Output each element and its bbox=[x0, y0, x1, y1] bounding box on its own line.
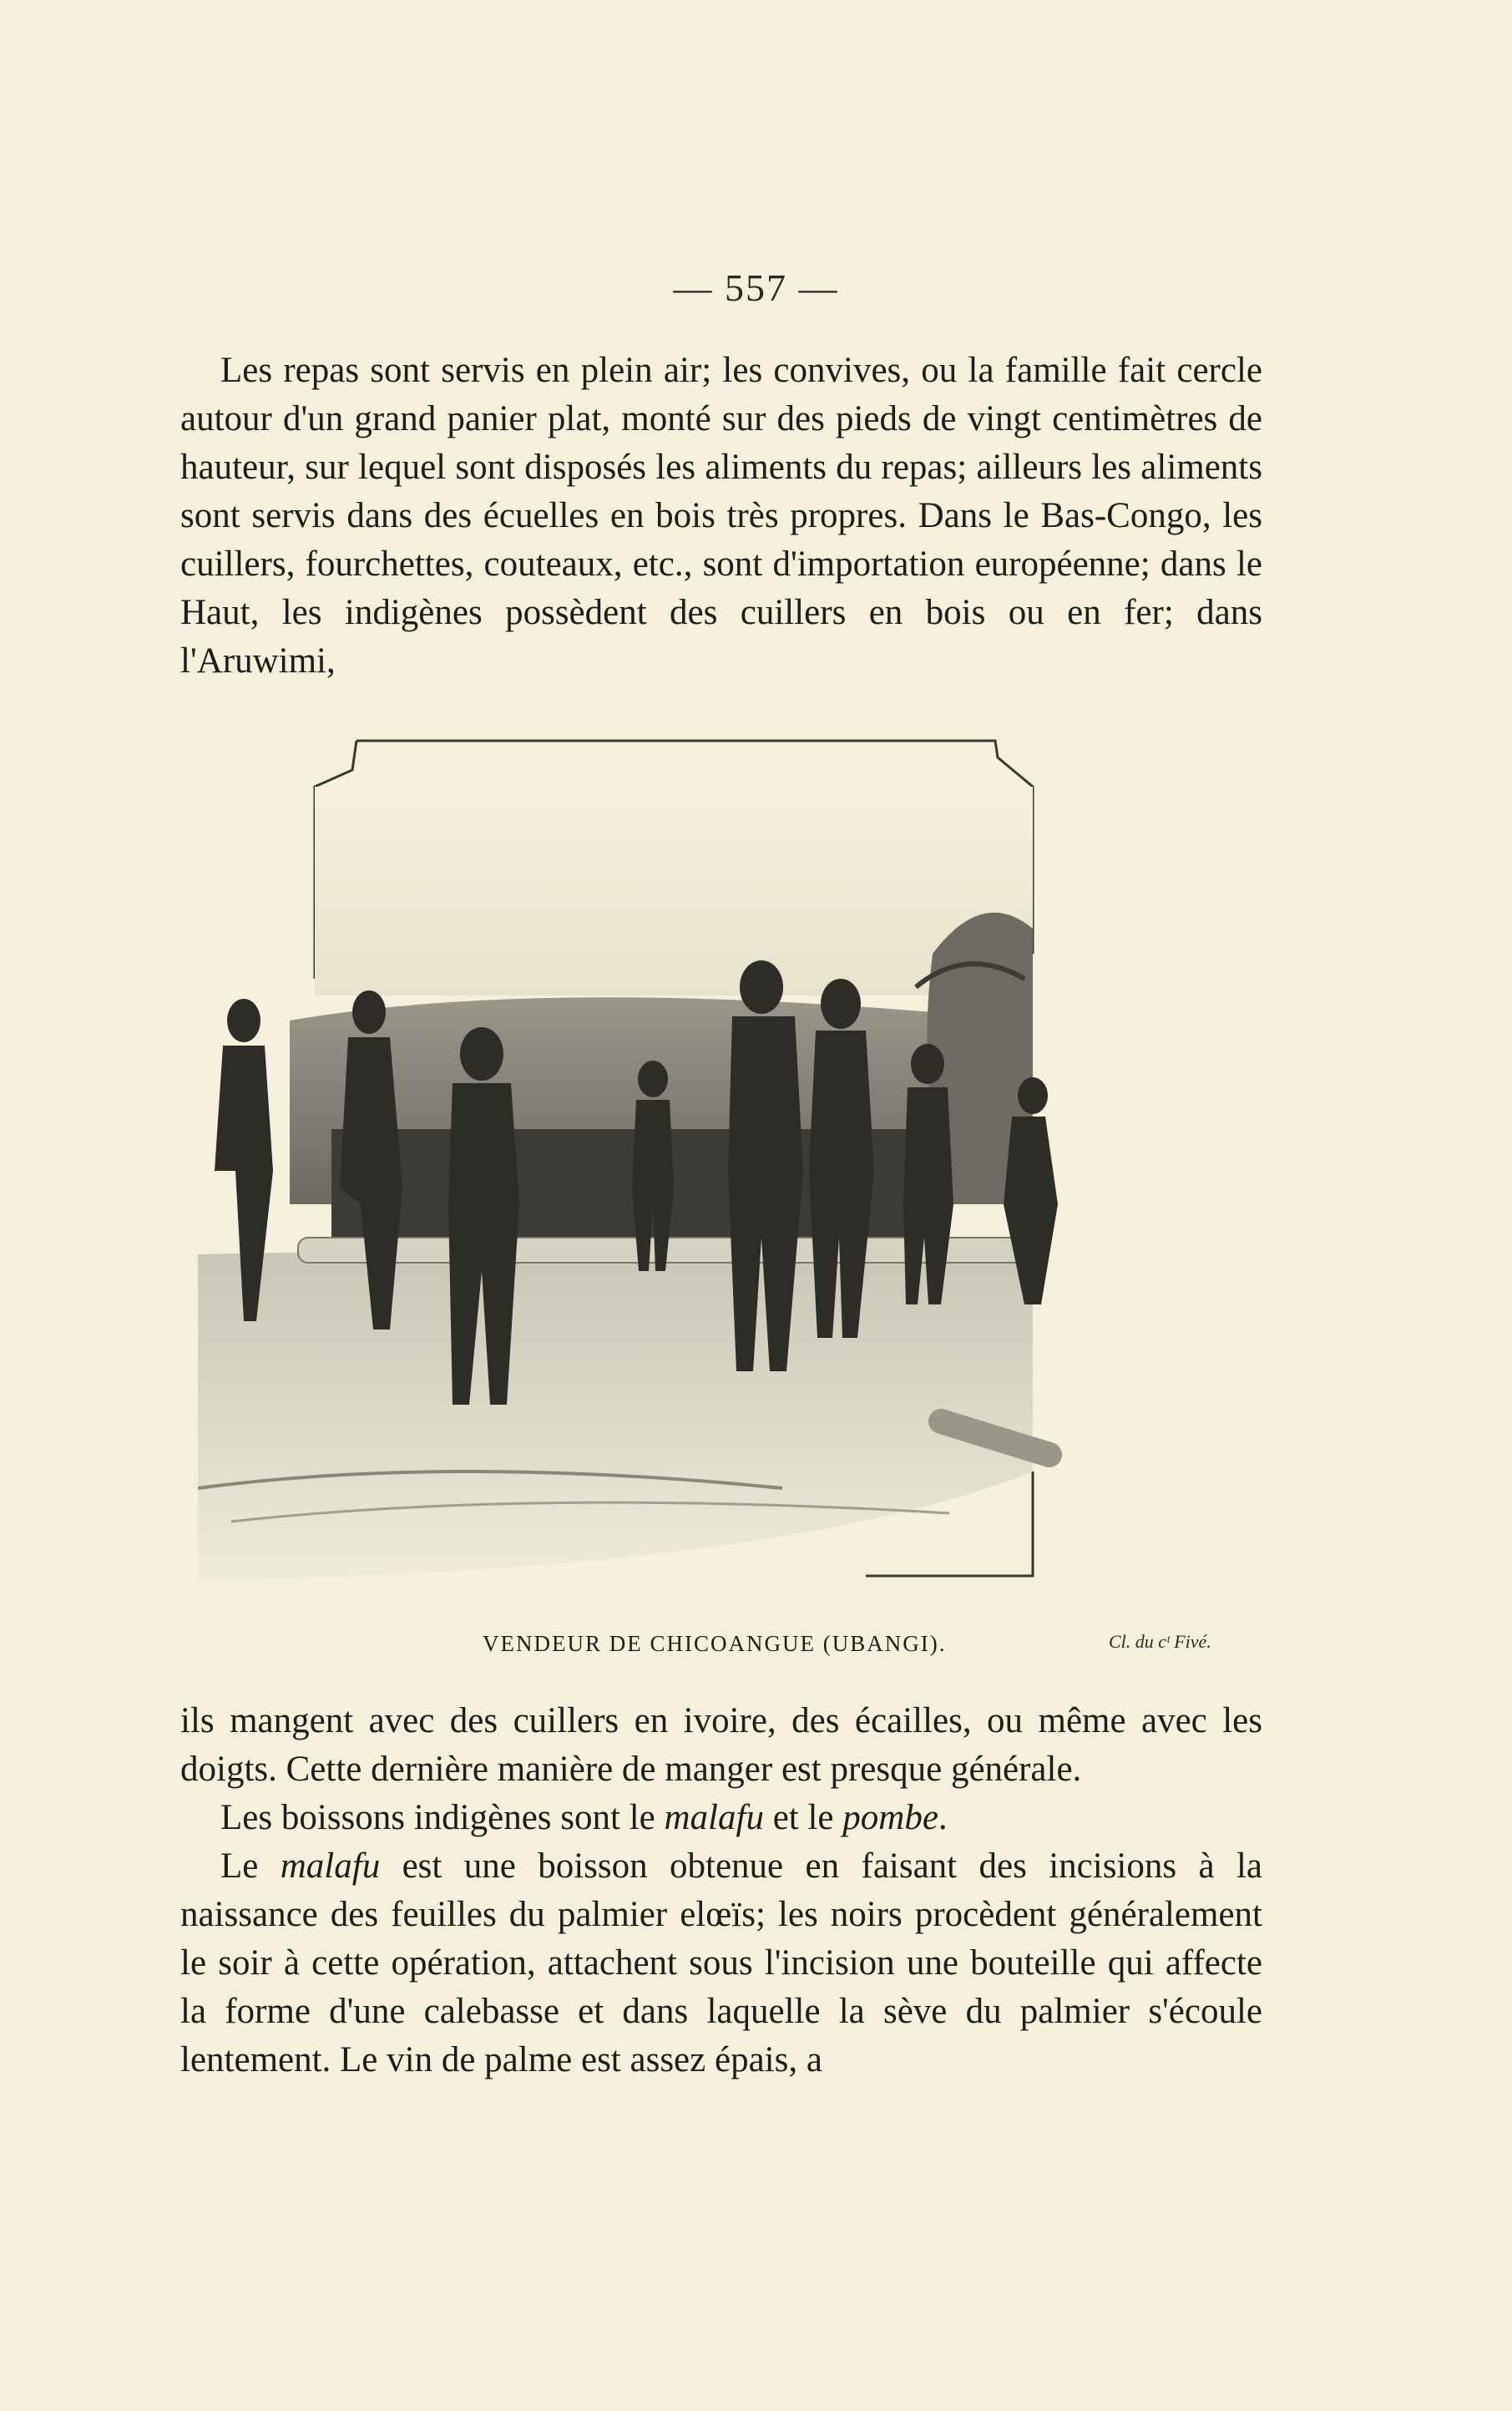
body-text-top bbox=[180, 347, 1262, 686]
text-run: et le bbox=[763, 1798, 843, 1837]
text-run: Les boissons indigènes sont le bbox=[220, 1798, 665, 1837]
term-malafu: malafu bbox=[280, 1846, 381, 1886]
term-pombe: pombe bbox=[842, 1798, 938, 1837]
photograph-figure bbox=[198, 737, 1233, 1584]
text-run: est une boisson obtenue en faisant des incisions à la naissance des feuilles du palmier elœïs; les noirs procèdent généralement le soir à cette opération, attachent sous l'incision une bouteille qui affecte la forme d'une calebasse et dans laquelle la sève du palmier s'écoule lentement. Le vin de palme est assez épais, a bbox=[180, 1846, 1262, 2079]
figure-caption: VENDEUR DE CHICOANGUE (UBANGI). bbox=[483, 1631, 947, 1656]
text-run: . bbox=[938, 1798, 948, 1837]
paragraph-drinks bbox=[180, 1794, 1262, 1842]
photograph bbox=[198, 737, 1233, 1584]
term-malafu: malafu bbox=[664, 1798, 764, 1837]
paragraph: Les repas sont servis en plein air; les convives, ou la famille fait cercle autour d'un grand panier plat, monté sur des pieds de vingt centimètres de hauteur, sur lequel sont disposés les aliments du repas; ailleurs les aliments sont servis dans des écuelles en bois très propres. Dans le Bas-Congo, les cuillers, fourchettes, couteaux, etc., sont d'importation européenne; dans le Haut, les indigènes possèdent des cuillers en bois ou en fer; dans l'Aruwimi, bbox=[180, 351, 1262, 681]
page-number: — 557 — bbox=[673, 266, 839, 309]
paragraph-continued: ils mangent avec des cuillers en ivoire, des écailles, ou même avec les doigts. Cette dernière manière de manger est presque générale. bbox=[180, 1701, 1262, 1789]
text-run: Le bbox=[220, 1846, 281, 1886]
paragraph-malafu bbox=[180, 1842, 1262, 2084]
body-text-bottom bbox=[180, 1697, 1262, 2084]
photo-credit: Cl. du cᵗ Fivé. bbox=[1109, 1631, 1211, 1652]
